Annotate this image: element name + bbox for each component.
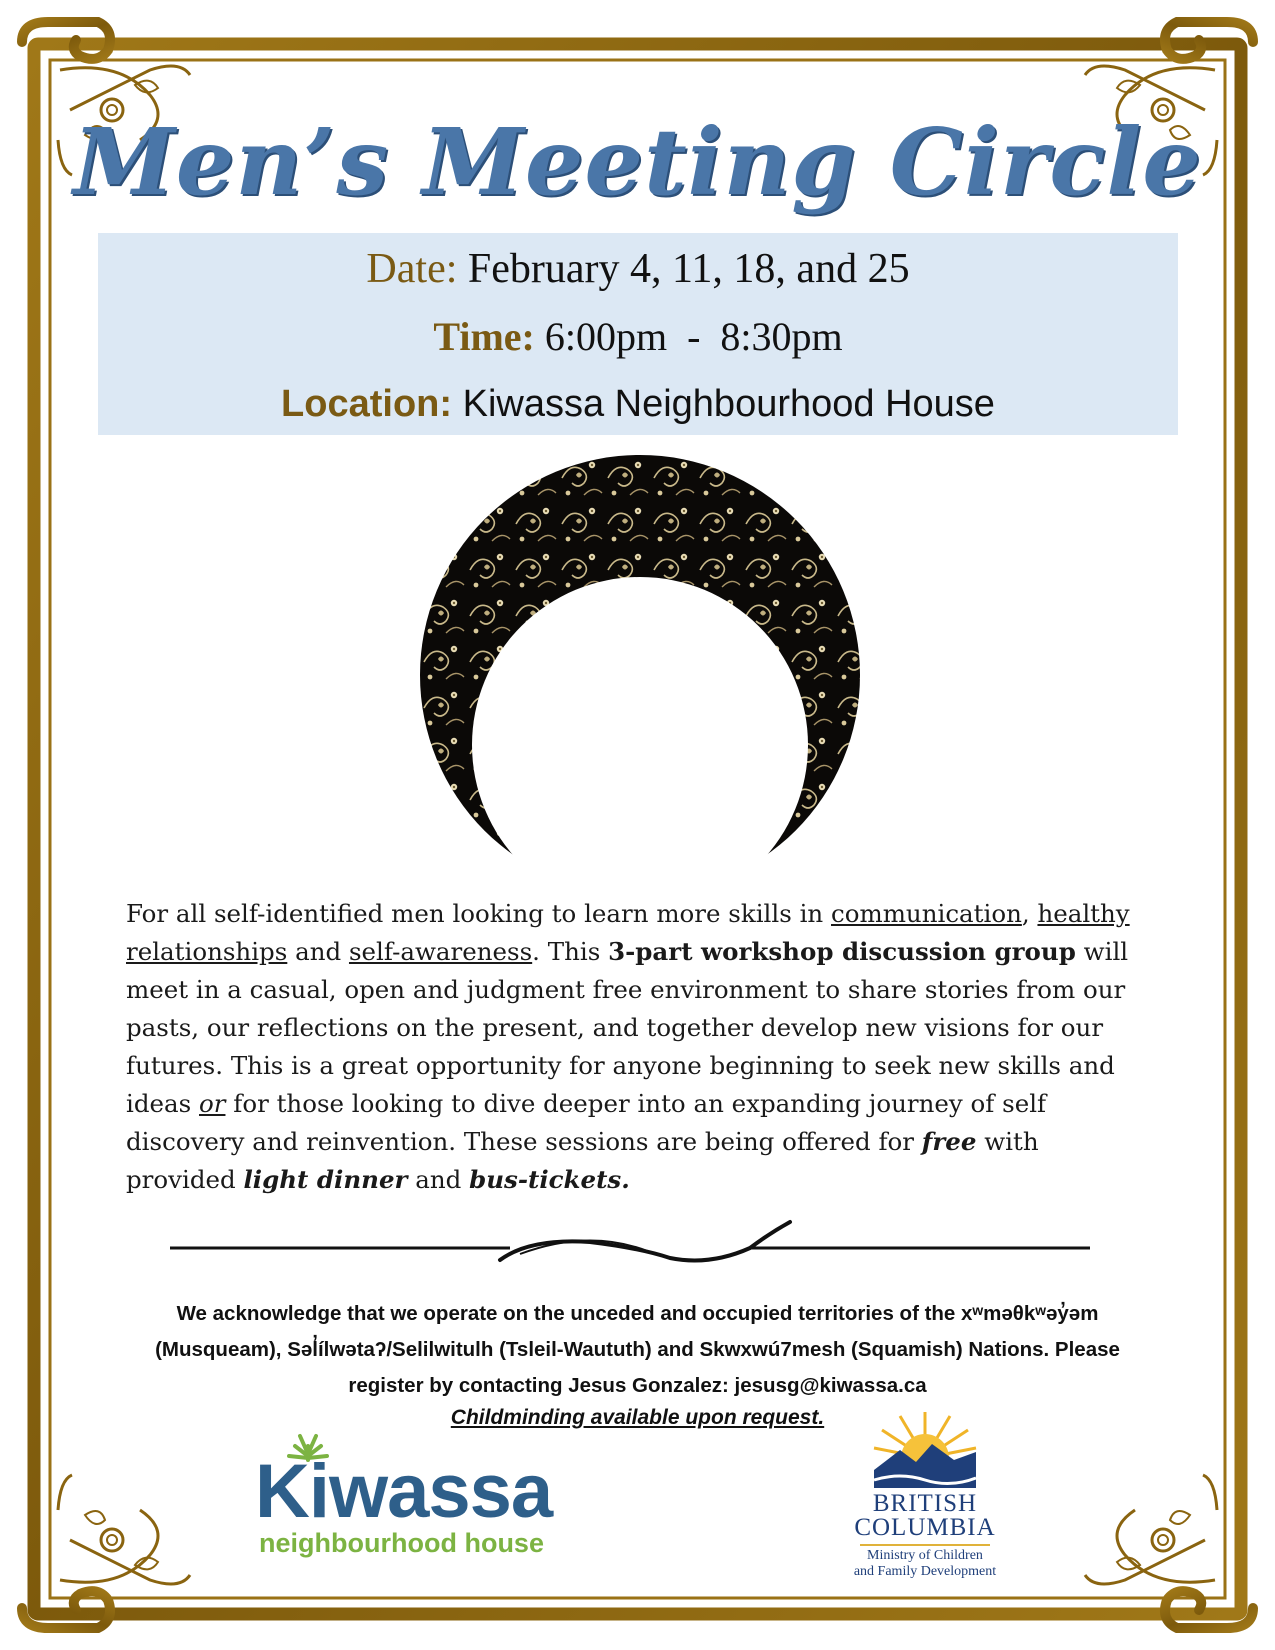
description-text: and <box>287 937 349 966</box>
description-text: will meet in a casual, open and judgment free environment to share stories from our pasts, our reflections on the present, and together develop new visions for our futures. This is a great opportunity for anyone beginning to seek new skills and ideas <box>126 937 1129 1118</box>
location-value: Kiwassa Neighbourhood House <box>462 383 995 425</box>
date-line <box>98 245 1178 293</box>
date-value: February 4, 11, 18, and 25 <box>467 246 910 292</box>
time-value: 6:00pm - 8:30pm <box>544 314 843 359</box>
time-line <box>98 313 1178 360</box>
topic-healthy-relationships: healthy relationships <box>126 899 1130 966</box>
bus-tickets-emphasis: bus-tickets. <box>469 1165 630 1194</box>
time-label: Time: <box>433 314 535 359</box>
registration-contact: register by contacting Jesus Gonzalez: jesusg@kiwassa.ca <box>348 1374 927 1397</box>
description-text: . This <box>532 937 609 966</box>
page-title: Men’s Meeting Circle <box>73 108 1202 216</box>
description-text: for those looking to dive deeper into an expanding journey of self discovery and reinvention. These sessions are being offered for <box>126 1089 1047 1156</box>
childminding-note: Childminding available upon request. <box>450 1406 825 1429</box>
scroll-divider-icon <box>170 1218 1090 1270</box>
description-text: , <box>1021 899 1038 928</box>
location-label: Location: <box>281 383 453 425</box>
topic-self-awareness: self-awareness <box>348 937 533 966</box>
description-text: and <box>407 1165 470 1194</box>
bc-ministry-line: and Family Development <box>853 1564 997 1579</box>
location-line <box>98 383 1178 426</box>
bc-line-columbia: COLUMBIA <box>854 1514 996 1541</box>
description-text: For all self-identified men looking to learn more skills in <box>126 899 831 928</box>
date-label: Date: <box>366 246 458 292</box>
bc-line-british: BRITISH <box>872 1490 978 1517</box>
bc-ministry-line: Ministry of Children <box>867 1548 983 1563</box>
land-acknowledgement <box>100 1296 1175 1404</box>
bc-divider <box>860 1544 990 1546</box>
bc-sun-emblem-icon <box>870 1408 980 1488</box>
acknowledgement-line: (Musqueam), Səl̓ílwətaʔ/Selilwitulh (Tsleil-Waututh) and Skwxwú7mesh (Squamish) Nations. Please <box>155 1338 1120 1361</box>
description-text: with provided <box>126 1127 1039 1194</box>
crescent-moon-icon <box>420 455 860 895</box>
free-emphasis: free <box>921 1127 977 1156</box>
description-paragraph <box>126 895 1156 1199</box>
topic-communication: communication <box>831 899 1022 928</box>
or-emphasis: or <box>199 1089 226 1118</box>
kiwassa-logo <box>255 1426 555 1556</box>
dinner-emphasis: light dinner <box>243 1165 408 1194</box>
workshop-highlight: 3-part workshop discussion group <box>608 937 1076 966</box>
bc-ministry-logo <box>820 1408 1030 1579</box>
schedule-box <box>98 233 1178 435</box>
kiwassa-subtitle: neighbourhood house <box>259 1528 544 1558</box>
acknowledgement-line: We acknowledge that we operate on the unceded and occupied territories of the xʷməθkʷəy̓əm <box>176 1302 1099 1325</box>
kiwassa-name: Kiwassa <box>255 1449 553 1534</box>
